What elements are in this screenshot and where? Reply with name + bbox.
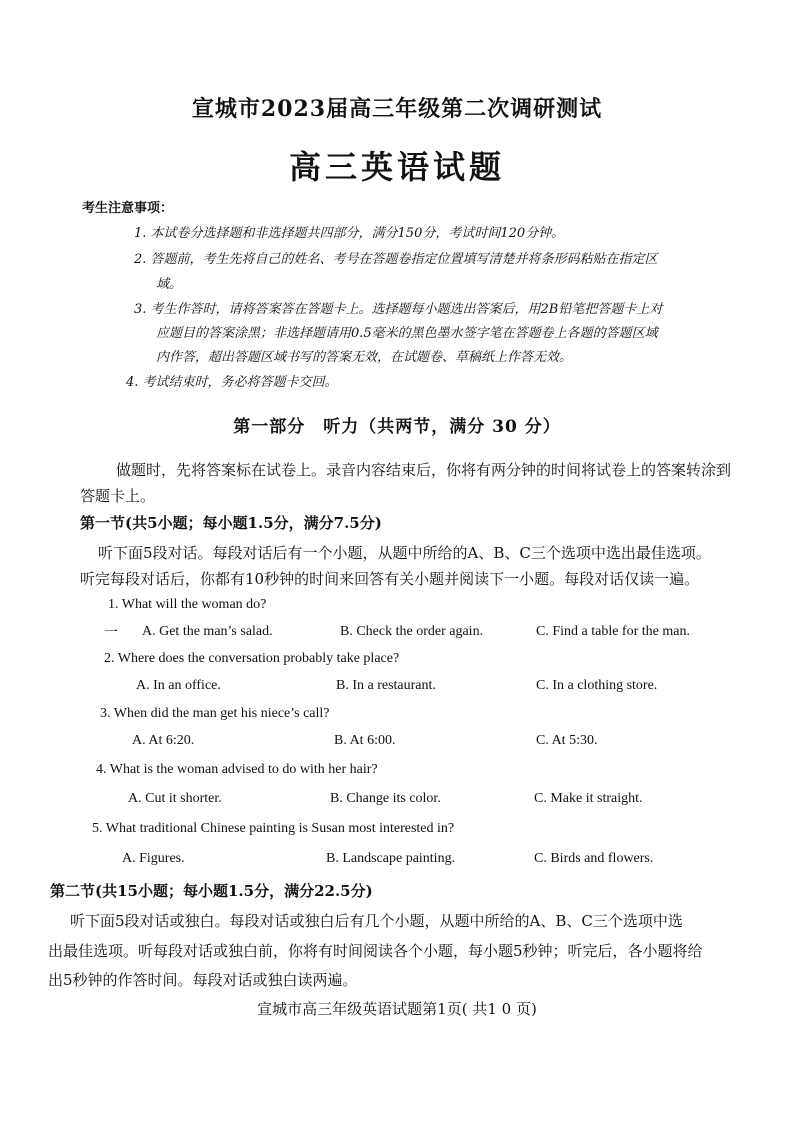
option-a: A. Cut it shorter. [128, 791, 222, 806]
option-c: C. Make it straight. [534, 791, 643, 806]
exam-subtitle: 高三英语试题 [288, 148, 505, 186]
question: 1. What will the woman do? [108, 597, 267, 612]
option-a: A. Get the man’s salad. [142, 624, 273, 639]
section-heading: 第一节(共5小题；每小题1.5分，满分7.5分) [80, 514, 382, 532]
notice-line: 1. 本试卷分选择题和非选择题共四部分，满分150分，考试时间120分钟。 [134, 226, 565, 241]
option-a: A. In an office. [136, 678, 221, 693]
part-intro: 答题卡上。 [80, 487, 156, 505]
question: 4. What is the woman advised to do with her hair? [96, 762, 378, 777]
section-description: 听下面5段对话或独白。每段对话或独白后有几个小题，从题中所给的A、B、C三个选项中选 [70, 912, 683, 930]
notice-line: 应题目的答案涂黑；非选择题请用0.5毫米的黑色墨水签字笔在答题卷上各题的答题区域 [156, 326, 658, 341]
section-description: 听下面5段对话。每段对话后有一个小题，从题中所给的A、B、C三个选项中选出最佳选项。 [98, 544, 711, 562]
option-c: C. Birds and flowers. [534, 851, 654, 866]
option-c: C. Find a table for the man. [536, 624, 690, 639]
section-heading: 第二节(共15小题；每小题1.5分，满分22.5分) [50, 882, 373, 900]
option-b: B. Landscape painting. [326, 851, 456, 866]
option-b: B. Check the order again. [340, 624, 484, 639]
section-description: 出5秒钟的作答时间。每段对话或独白读两遍。 [48, 971, 358, 989]
question: 5. What traditional Chinese painting is Susan most interested in? [92, 821, 455, 836]
part-intro: 做题时，先将答案标在试卷上。录音内容结束后，你将有两分钟的时间将试卷上的答案转涂到 [116, 461, 732, 479]
option-b: B. At 6:00. [334, 733, 396, 748]
question: 2. Where does the conversation probably take place? [104, 651, 400, 666]
stray-mark: 一 [104, 625, 118, 641]
notice-line: 域。 [156, 277, 183, 292]
notice-line: 3. 考生作答时，请将答案答在答题卡上。选择题每小题选出答案后，用2B铅笔把答题卡上对 [134, 302, 663, 317]
page-footer: 宣城市高三年级英语试题第1页( 共1 0 页) [257, 1000, 537, 1018]
notice-line: 4. 考试结束时，务必将答题卡交回。 [126, 375, 338, 390]
option-a: A. At 6:20. [132, 733, 195, 748]
option-c: C. At 5:30. [536, 733, 598, 748]
option-a: A. Figures. [122, 851, 185, 866]
option-b: B. In a restaurant. [336, 678, 436, 693]
option-b: B. Change its color. [330, 791, 441, 806]
notice-line: 内作答，超出答题区域书写的答案无效，在试题卷、草稿纸上作答无效。 [156, 350, 573, 365]
option-c: C. In a clothing store. [536, 678, 658, 693]
section-description: 听完每段对话后，你都有10秒钟的时间来回答有关小题并阅读下一小题。每段对话仅读一遍。 [80, 570, 700, 588]
notice-line: 2. 答题前，考生先将自己的姓名、考号在答题卷指定位置填写清楚并将条形码粘贴在指定区 [134, 252, 658, 267]
notice-heading: 考生注意事项： [82, 201, 174, 216]
section-description: 出最佳选项。听每段对话或独白前，你将有时间阅读各个小题，每小题5秒钟；听完后，各小题将给 [48, 942, 703, 960]
part-title: 第一部分 听力（共两节，满分 30 分） [233, 417, 561, 437]
exam-title: 宣城市2023届高三年级第二次调研测试 [191, 96, 603, 122]
question: 3. When did the man get his niece’s call? [100, 706, 330, 721]
